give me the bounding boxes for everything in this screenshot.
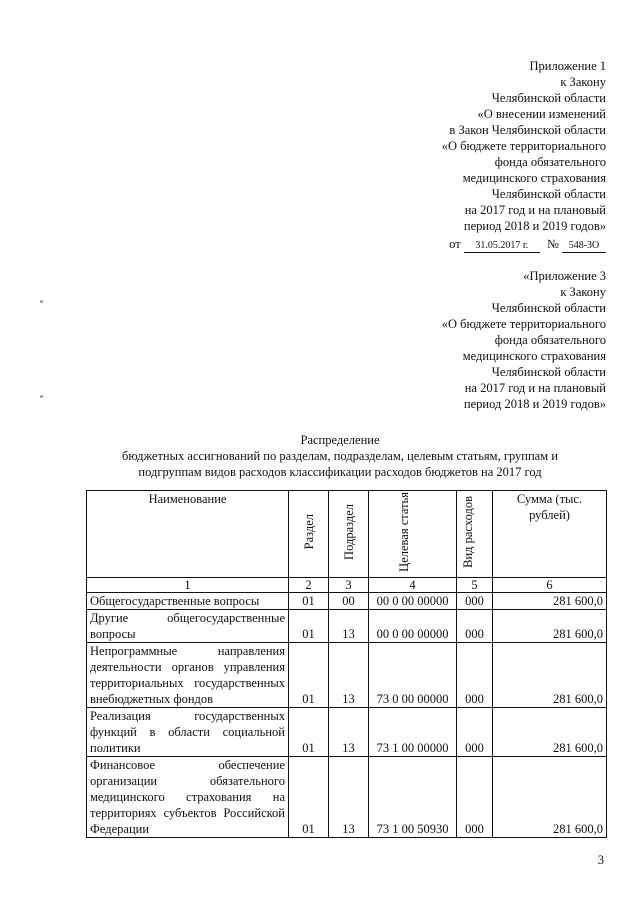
row-amount: 281 600,0 [493,610,607,643]
appendix-3-line: фонда обязательного [494,333,606,347]
appendix-1-line: Приложение 1 [529,59,606,73]
appendix-3-line: Челябинской области [491,365,606,379]
row-target: 00 0 00 00000 [369,610,457,643]
appendix-3-line: «Приложение 3 [523,269,606,283]
column-number: 2 [289,578,329,593]
row-amount: 281 600,0 [493,643,607,708]
row-target: 00 0 00 00000 [369,593,457,610]
appendix-1-header [442,58,606,253]
row-target: 73 1 00 00000 [369,708,457,757]
row-type: 000 [457,708,493,757]
column-number-row [87,578,607,593]
law-number: 548-ЗО [562,240,606,253]
appendix-3-line: период 2018 и 2019 годов» [463,397,606,411]
law-date-number [442,236,606,253]
row-subsection: 13 [329,610,369,643]
number-label: № [546,237,559,251]
row-target: 73 0 00 00000 [369,643,457,708]
table-row [87,708,607,757]
row-type: 000 [457,593,493,610]
header-target-label: Целевая статья [396,492,411,572]
row-subsection: 00 [329,593,369,610]
from-label: от [449,237,461,251]
appendix-3-line: Челябинской области [491,301,606,315]
row-subsection: 13 [329,757,369,838]
appendix-1-line: «О внесении изменений [477,107,606,121]
row-name: Другие общегосударственные вопросы [87,610,289,643]
row-name: Финансовое обеспечение организации обязательного медицинского страхования на территориях субъектов Российской Федерации [87,757,289,838]
row-type: 000 [457,610,493,643]
row-amount: 281 600,0 [493,757,607,838]
row-subsection: 13 [329,643,369,708]
appendix-1-line: медицинского страхования [462,171,606,185]
page-number: 3 [597,853,604,867]
row-section: 01 [289,610,329,643]
appendix-1-line: в Закон Челябинской области [449,123,606,137]
header-expense-label: Вид расходов [461,496,475,568]
table-row [87,593,607,610]
column-number: 6 [493,578,607,593]
appendix-1-line: к Закону [560,75,606,89]
title-line-2: подгруппам видов расходов классификации расходов бюджетов на 2017 год [138,465,542,479]
column-number: 4 [369,578,457,593]
row-type: 000 [457,757,493,838]
row-name: Реализация государственных функций в области социальной политики [87,708,289,757]
row-type: 000 [457,643,493,708]
header-expense-type [457,491,493,578]
appendix-3-line: к Закону [560,285,606,299]
law-date: 31.05.2017 г. [464,240,540,253]
row-section: 01 [289,708,329,757]
appendix-1-line: Челябинской области [491,187,606,201]
row-section: 01 [289,757,329,838]
header-name: Наименование [87,491,289,578]
budget-table [86,490,607,838]
row-target: 73 1 00 50930 [369,757,457,838]
header-target-article [369,491,457,578]
appendix-1-line: на 2017 год и на плановый [464,203,606,217]
scan-mark [40,300,43,303]
row-section: 01 [289,593,329,610]
row-section: 01 [289,643,329,708]
row-name: Общегосударственные вопросы [87,593,289,610]
table-row [87,757,607,838]
header-amount: Сумма (тыс. рублей) [493,491,607,578]
header-section [289,491,329,578]
row-amount: 281 600,0 [493,708,607,757]
row-amount: 281 600,0 [493,593,607,610]
appendix-1-line: Челябинской области [491,91,606,105]
header-subsection [329,491,369,578]
column-number: 1 [87,578,289,593]
appendix-1-line: «О бюджете территориального [441,139,606,153]
appendix-3-line: на 2017 год и на плановый [464,381,606,395]
table-row [87,643,607,708]
title-line-1: бюджетных ассигнований по разделам, подразделам, целевым статьям, группам и [122,449,558,463]
appendix-1-line: период 2018 и 2019 годов» [463,219,606,233]
document-title [60,432,620,480]
appendix-3-header [442,268,606,412]
table-row [87,610,607,643]
header-subsection-label: Подраздел [341,504,356,560]
appendix-3-line: медицинского страхования [462,349,606,363]
column-number: 5 [457,578,493,593]
appendix-1-line: фонда обязательного [494,155,606,169]
appendix-3-line: «О бюджете территориального [441,317,606,331]
scan-mark [40,395,43,398]
header-section-label: Раздел [301,514,316,550]
row-subsection: 13 [329,708,369,757]
column-number: 3 [329,578,369,593]
row-name: Непрограммные направления деятельности органов управления территориальных государственных внебюджетных фондов [87,643,289,708]
title-heading: Распределение [300,433,380,447]
table-header-row [87,491,607,578]
